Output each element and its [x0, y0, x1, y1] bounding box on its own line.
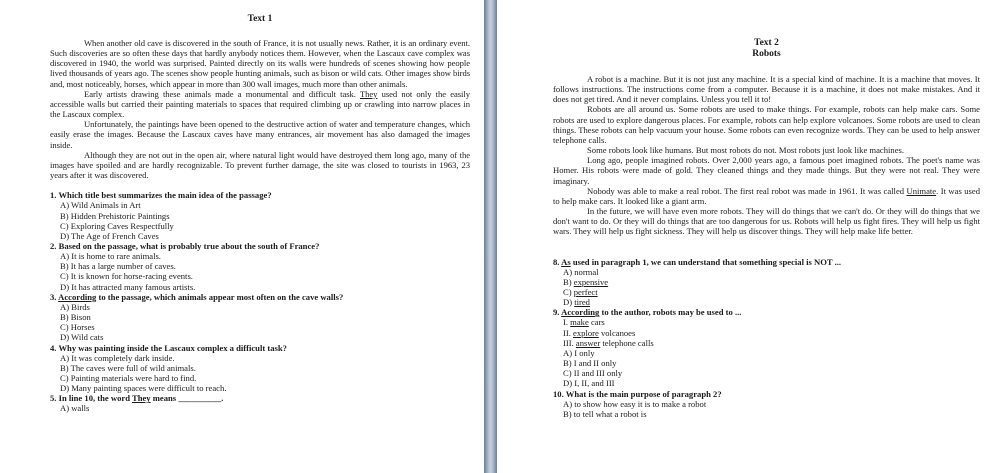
text2-paragraph-5	[553, 186, 980, 206]
page-divider	[484, 0, 497, 473]
text2-title: Text 2	[754, 38, 779, 48]
item-underlined: answer	[575, 337, 601, 348]
underlined-word-they: They	[359, 88, 378, 99]
option-value: normal	[574, 266, 599, 277]
text2-paragraph-5-end: . It was used to help make cars. It looked like a giant arm.	[553, 185, 980, 206]
option	[563, 277, 980, 287]
question-2	[50, 241, 470, 292]
option-value: expensive	[573, 276, 609, 287]
question-number: 8.	[553, 256, 560, 267]
option: D) Wild cats	[60, 332, 104, 343]
text1-passage	[50, 38, 470, 180]
question-text: to the author, robots may be used to ...	[599, 307, 742, 318]
answer-blank: __________.	[178, 393, 224, 404]
question-number: 1.	[50, 190, 57, 201]
question-text: Which title best summarizes the main idea of the passage?	[58, 190, 272, 201]
item-rest: telephone calls	[600, 337, 654, 348]
option-label: B)	[563, 276, 574, 287]
option: A) walls	[60, 403, 90, 414]
option: B) to tell what a robot is	[563, 408, 647, 419]
text2-passage	[553, 74, 980, 237]
option: D) I, II, and III	[563, 378, 615, 389]
option: D) The Age of French Caves	[60, 230, 159, 241]
option: C) It is known for horse-racing events.	[60, 271, 193, 282]
option-label: D)	[563, 297, 575, 308]
option: D) Many painting spaces were difficult to reach.	[60, 383, 227, 394]
item-label: III.	[563, 337, 576, 348]
option: C) Painting materials were hard to find.	[60, 373, 197, 383]
option-value: perfect	[573, 286, 598, 297]
question-number: 10.	[553, 388, 564, 399]
text2-questions	[553, 257, 980, 420]
option: A) It was completely dark inside.	[60, 352, 175, 363]
question-text: used in paragraph 1, we can understand that something special is NOT ...	[570, 256, 842, 267]
option: B) The caves were full of wild animals.	[60, 362, 196, 373]
underlined-word-according: According	[561, 307, 600, 318]
text1-paragraph-2	[50, 89, 470, 119]
option-label: C)	[563, 286, 574, 297]
item-label: II.	[563, 327, 574, 338]
text1-title: Text 1	[247, 14, 273, 24]
question-text: to the passage, which animals appear most often on the cave walls?	[96, 291, 344, 302]
text2-paragraph-3: Some robots look like humans. But most robots do not. Most robots just look like machines.	[587, 145, 905, 156]
text2-paragraph-4: Long ago, people imagined robots. Over 2,000 years ago, a famous poet imagined robots. The poet's name was Homer. His robots were made of gold. They cleaned things and they made things. But they were not real. They were imaginary.	[553, 155, 980, 186]
text1-paragraph-4: Although they are not out in the open air, where natural light would have destroyed them long ago, many of the images have spoiled and are hardly recognizable. To prevent further damage, the site was closed to tourists in 1963, 23 years after it was discovered.	[50, 149, 470, 181]
text1-paragraph-1: When another old cave is discovered in the south of France, it is not usually news. Rather, it is an ordinary event. Such discoveries are so often these days that hardly anybody notices them. However, when the Lascaux cave complex was discovered in 1940, the world was surprised. Painted directly on its walls were hundreds of scenes showing how people lived thousands of years ago. The scenes show people hunting animals, such as bison or wild cats. Other images show birds and, most noticeably, horses, which appear in more than 300 wall images, much more than other animals.	[50, 38, 470, 89]
roman-item	[563, 338, 980, 348]
question-text: Based on the passage, what is probably true about the south of France?	[58, 240, 320, 251]
item-rest: cars	[588, 317, 605, 328]
option: B) Hidden Prehistoric Paintings	[60, 210, 170, 221]
text1-paragraph-2-start: Early artists drawing these animals made a monumental and difficult task.	[84, 88, 360, 99]
text2-paragraph-5-start: Nobody was able to make a real robot. The first real robot was made in 1961. It was called	[587, 185, 907, 196]
option-value: tired	[574, 297, 590, 308]
underlined-word-as: As	[561, 256, 571, 267]
option: A) Wild Animals in Art	[60, 200, 141, 211]
underlined-word-according: According	[58, 291, 97, 302]
text2-paragraph-6: In the future, we will have even more robots. They will do things that we can't do. Or they will do things that we don't want to do. Or they will do things that are too dangerous for us. Robots will help us fight fires. They will help us fight wars. They will help us fight sickness. They will help us discover things. They will help make life better.	[553, 206, 980, 237]
question-number: 4.	[50, 342, 57, 353]
right-page	[497, 0, 1000, 473]
underlined-word-unimate: Unimate	[906, 185, 937, 196]
underlined-word-they: They	[131, 393, 151, 404]
left-page	[0, 0, 484, 473]
question-3	[50, 292, 470, 343]
question-10	[553, 389, 980, 419]
text2-paragraph-1: A robot is a machine. But it is not just any machine. It is a special kind of machine. It is a machine that moves. It follows instructions. The instructions come from a computer. Because it is a machine, it does not make mistakes. And it does not get tired. And it never complains. Unless you tell it to!	[553, 74, 980, 105]
option: A) to show how easy it is to make a robot	[563, 398, 707, 409]
option: C) Exploring Caves Respectfully	[60, 220, 174, 231]
question-number: 3.	[50, 291, 57, 302]
option: B) I and II only	[563, 358, 617, 369]
item-label: I.	[563, 317, 571, 328]
question-4	[50, 343, 470, 394]
option: A) It is home to rare animals.	[60, 251, 161, 262]
roman-item	[563, 328, 980, 338]
option	[563, 267, 980, 277]
question-text-end: means	[150, 393, 177, 404]
option: D) It has attracted many famous artists.	[60, 281, 196, 292]
option: A) I only	[563, 347, 595, 358]
question-number: 9.	[553, 307, 560, 318]
question-text: In line 10, the word	[58, 393, 132, 404]
question-5	[50, 393, 470, 413]
item-underlined: make	[570, 317, 589, 328]
question-number: 5.	[50, 393, 57, 404]
item-rest: volcanoes	[598, 327, 636, 338]
roman-item	[563, 317, 980, 327]
text1-paragraph-2-end: used not only the easily accessible walls but carried their painting materials to spaces that required climbing up or crawling into narrow places in the Lascaux complex.	[50, 88, 470, 120]
text1-paragraph-3: Unfortunately, the paintings have been opened to the destructive action of water and temperature changes, which easily erase the images. Because the Lascaux caves have many entrances, air movement has also damaged the images inside.	[50, 119, 470, 150]
option: C) II and III only	[563, 368, 623, 379]
option-label: A)	[563, 266, 575, 277]
question-9	[553, 307, 980, 388]
question-text: What is the main purpose of paragraph 2?	[565, 388, 722, 399]
text2-paragraph-2: Robots are all around us. Some robots are used to make things. For example, robots can help make cars. Some robots are used to explore dangerous places. For example, robots can help explore volcanoes. Some robots are used to clean things. These robots can help vacuum your house. Some robots can even recognize words. They can be used to help answer telephone calls.	[553, 104, 980, 145]
option: A) Birds	[60, 301, 90, 312]
item-underlined: explore	[573, 327, 599, 338]
question-1	[50, 190, 470, 241]
text1-questions	[50, 190, 470, 413]
option	[563, 287, 980, 297]
text2-subtitle: Robots	[752, 49, 781, 59]
option: B) It has a large number of caves.	[60, 261, 176, 272]
option: B) Bison	[60, 312, 91, 323]
question-text: Why was painting inside the Lascaux complex a difficult task?	[58, 342, 287, 353]
option	[563, 297, 980, 307]
option: C) Horses	[60, 322, 95, 333]
question-number: 2.	[50, 240, 57, 251]
question-8	[553, 257, 980, 308]
